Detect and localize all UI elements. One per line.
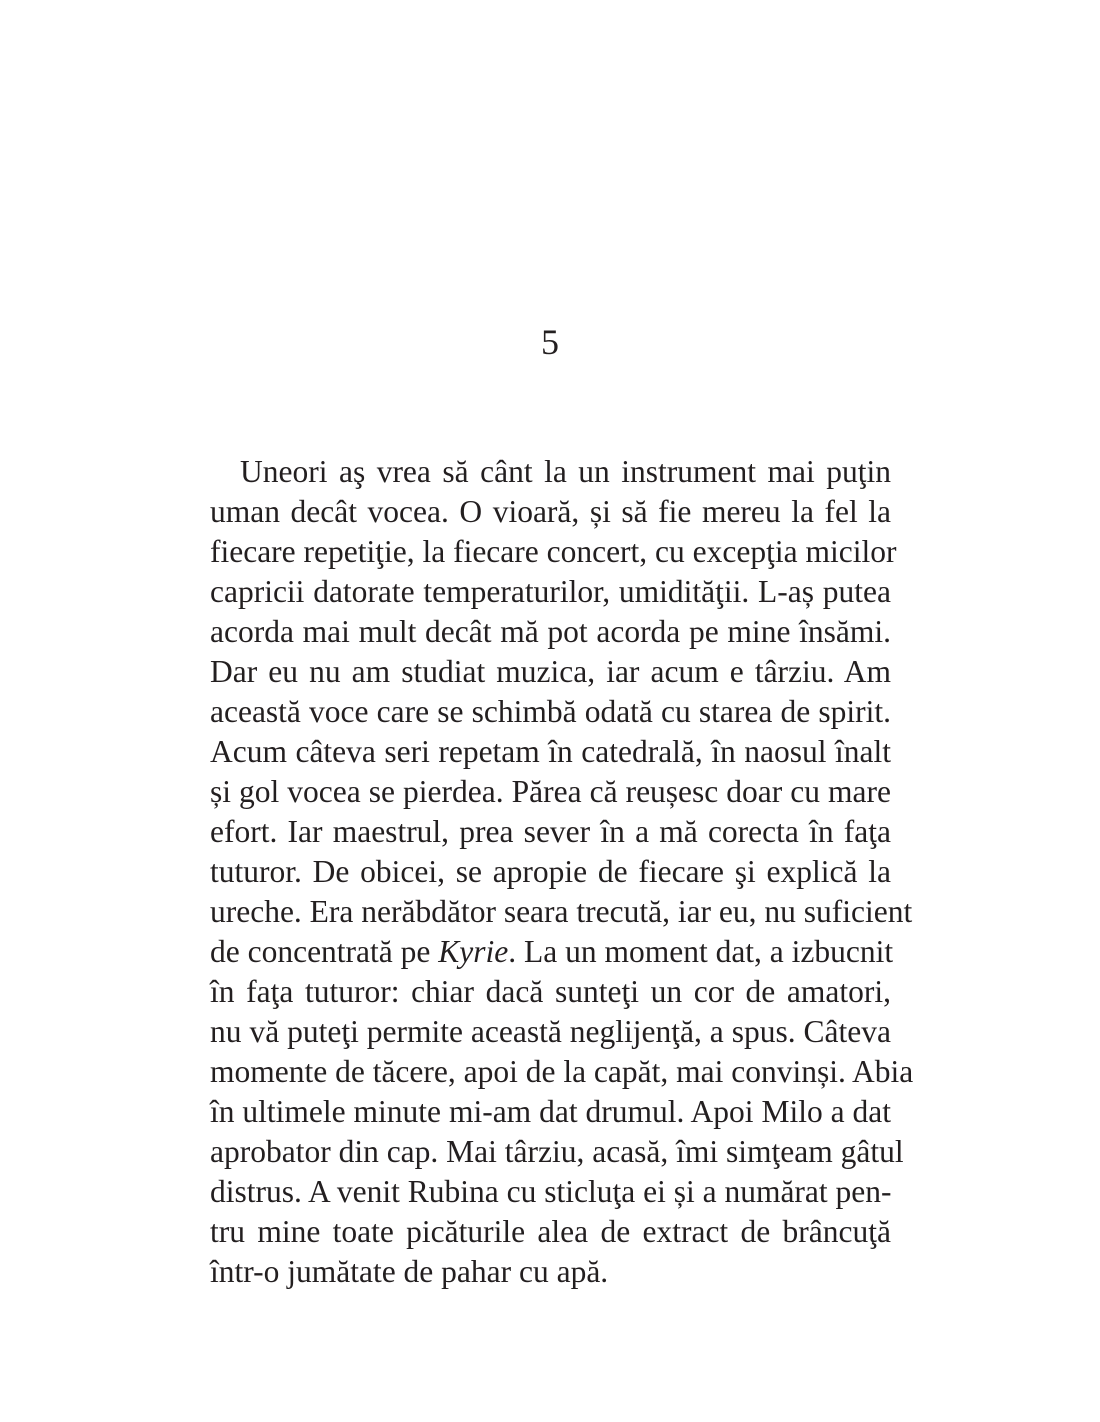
text-line: tru mine toate picăturile alea de extract de brâncuţă xyxy=(210,1214,891,1249)
chapter-number: 5 xyxy=(541,322,559,362)
text-line: aprobator din cap. Mai târziu, acasă, îmi simţeam gâtul xyxy=(210,1134,904,1169)
text-segment: de concentrată pe xyxy=(210,934,439,969)
text-line: acorda mai mult decât mă pot acorda pe mine însămi. xyxy=(210,614,891,649)
text-line: această voce care se schimbă odată cu starea de spirit. xyxy=(210,694,891,729)
text-line: nu vă puteţi permite această neglijenţă, a spus. Câteva xyxy=(210,1014,891,1049)
text-line: Dar eu nu am studiat muzica, iar acum e târziu. Am xyxy=(210,654,891,689)
text-line: uman decât vocea. O vioară, și să fie mereu la fel la xyxy=(210,494,891,529)
text-line-with-italic xyxy=(210,932,894,972)
paragraph xyxy=(210,452,914,1292)
text-line: fiecare repetiţie, la fiecare concert, cu excepţia micilor xyxy=(210,534,897,569)
text-line: ureche. Era nerăbdător seara trecută, iar eu, nu suficient xyxy=(210,894,913,929)
text-line: în faţa tuturor: chiar dacă sunteţi un cor de amatori, xyxy=(210,974,891,1009)
italic-title-kyrie: Kyrie xyxy=(438,934,509,969)
text-line: capricii datorate temperaturilor, umidităţii. L-aș putea xyxy=(210,574,891,609)
text-line: tuturor. De obicei, se apropie de fiecare şi explică la xyxy=(210,854,891,889)
text-line: în ultimele minute mi-am dat drumul. Apoi Milo a dat xyxy=(210,1094,891,1129)
text-line: momente de tăcere, apoi de la capăt, mai convinși. Abia xyxy=(210,1054,914,1089)
text-line: Uneori aş vrea să cânt la un instrument mai puţin xyxy=(240,454,891,489)
text-segment: . La un moment dat, a izbucnit xyxy=(508,934,894,969)
text-line: într-o jumătate de pahar cu apă. xyxy=(210,1254,609,1289)
text-line: și gol vocea se pierdea. Părea că reușesc doar cu mare xyxy=(210,774,891,809)
text-line: efort. Iar maestrul, prea sever în a mă corecta în faţa xyxy=(210,814,891,849)
text-line: Acum câteva seri repetam în catedrală, în naosul înalt xyxy=(210,734,891,769)
text-line: distrus. A venit Rubina cu sticluţa ei și a numărat pen- xyxy=(210,1174,892,1209)
